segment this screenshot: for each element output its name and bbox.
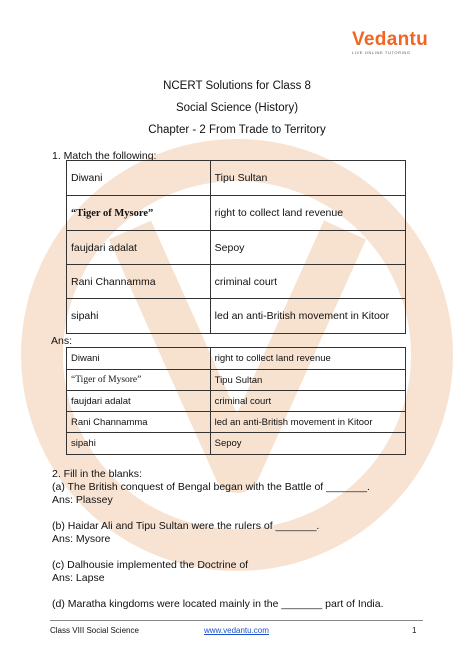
footer-website-link[interactable]: www.vedantu.com [204, 626, 269, 635]
answer-table [66, 347, 406, 455]
question-1-prompt: 1. Match the following: [52, 150, 157, 162]
table-cell: Tipu Sultan [210, 161, 405, 196]
answer-2a: Ans: Plassey [52, 494, 113, 506]
match-table [66, 160, 406, 334]
question-2a: (a) The British conquest of Bengal began with the Battle of _______. [52, 481, 370, 493]
table-cell: led an anti-British movement in Kitoor [210, 412, 405, 433]
footer-divider [50, 620, 423, 621]
table-row [67, 370, 406, 391]
table-cell: Sepoy [210, 231, 405, 265]
table-row [67, 433, 406, 455]
question-2b: (b) Haidar Ali and Tipu Sultan were the rulers of _______. [52, 520, 320, 532]
table-row [67, 265, 406, 299]
table-cell: criminal court [210, 391, 405, 412]
table-cell: faujdari adalat [67, 231, 211, 265]
footer-class-label: Class VIII Social Science [50, 626, 139, 635]
table-row [67, 196, 406, 231]
page-subtitle: Social Science (History) [175, 102, 299, 114]
table-row [67, 412, 406, 433]
table-cell: Tipu Sultan [210, 370, 405, 391]
table-row [67, 348, 406, 370]
table-row [67, 391, 406, 412]
brand-name: Vedantu [352, 29, 429, 50]
table-cell: Sepoy [210, 433, 405, 455]
table-cell: “Tiger of Mysore” [67, 370, 211, 391]
table-row [67, 231, 406, 265]
answer-label: Ans: [51, 335, 73, 347]
table-cell: faujdari adalat [67, 391, 211, 412]
question-2d: (d) Maratha kingdoms were located mainly in the _______ part of India. [52, 598, 384, 610]
table-cell: Rani Channamma [67, 265, 211, 299]
question-2c: (c) Dalhousie implemented the Doctrine of [52, 559, 249, 571]
table-row [67, 161, 406, 196]
table-cell: sipahi [67, 299, 211, 334]
chapter-title: Chapter - 2 From Trade to Territory [148, 124, 326, 136]
page-title: NCERT Solutions for Class 8 [163, 80, 311, 92]
table-cell: right to collect land revenue [210, 196, 405, 231]
table-cell: led an anti-British movement in Kitoor [210, 299, 405, 334]
page-number: 1 [412, 626, 417, 635]
brand-tagline: LIVE ONLINE TUTORING [352, 50, 411, 55]
answer-2c: Ans: Lapse [52, 572, 105, 584]
brand-logo [352, 30, 432, 60]
table-row [67, 299, 406, 334]
question-2-prompt: 2. Fill in the blanks: [52, 468, 142, 480]
table-cell: criminal court [210, 265, 405, 299]
table-cell: Rani Channamma [67, 412, 211, 433]
table-cell: right to collect land revenue [210, 348, 405, 370]
table-cell: “Tiger of Mysore” [67, 196, 211, 231]
answer-2b: Ans: Mysore [52, 533, 111, 545]
table-cell: sipahi [67, 433, 211, 455]
table-cell: Diwani [67, 161, 211, 196]
table-cell: Diwani [67, 348, 211, 370]
